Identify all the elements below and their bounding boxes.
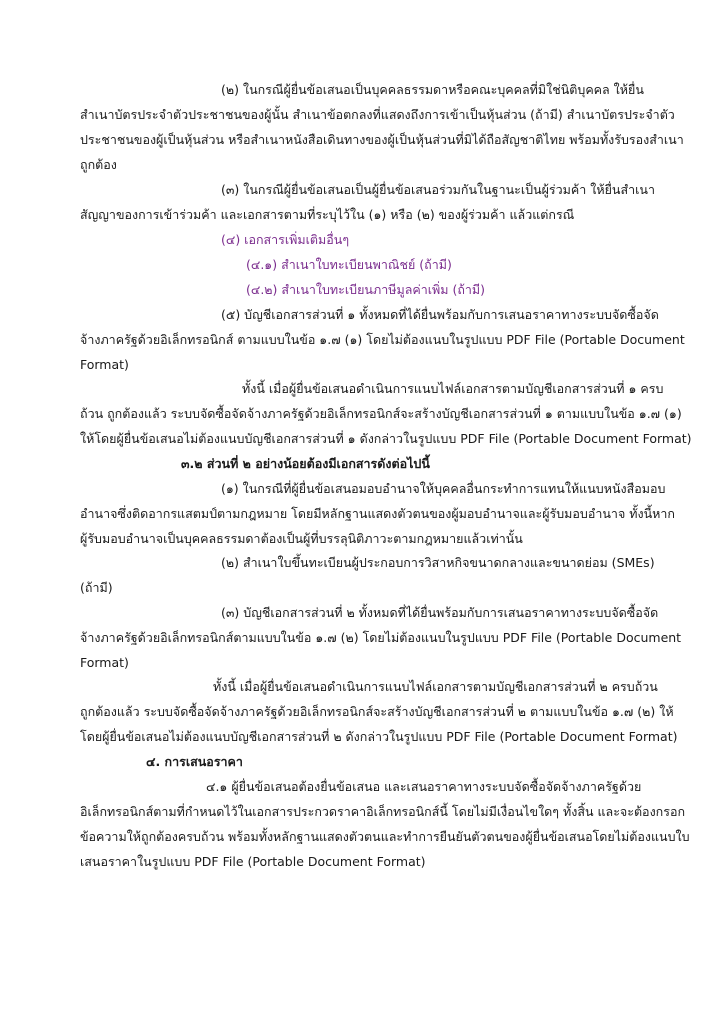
paragraph-line: อิเล็กทรอนิกส์ตามที่กำหนดไว้ในเอกสารประกวดราคาอิเล็กทรอนิกส์นี้ โดยไม่มีเงื่อนไขใดๆ ทั้งสิ้น และจะต้องกรอก — [80, 804, 686, 819]
paragraph-line: ทั้งนี้ เมื่อผู้ยื่นข้อเสนอดำเนินการแนบไฟล์เอกสารตามบัญชีเอกสารส่วนที่ ๒ ครบถ้วน — [213, 679, 658, 694]
paragraph-line: (ถ้ามี) — [80, 580, 113, 595]
paragraph-line: ให้โดยผู้ยื่นข้อเสนอไม่ต้องแนบบัญชีเอกสารส่วนที่ ๑ ดังกล่าวในรูปแบบ PDF File (Portable Document Format) — [80, 431, 692, 446]
paragraph-line: ๔.๑ ผู้ยื่นข้อเสนอต้องยื่นข้อเสนอ และเสนอราคาทางระบบจัดซื้อจัดจ้างภาครัฐด้วย — [206, 779, 642, 794]
paragraph-line: ถ้วน ถูกต้องแล้ว ระบบจัดซื้อจัดจ้างภาครัฐด้วยอิเล็กทรอนิกส์จะสร้างบัญชีเอกสารส่วนที่ ๑ ตามแบบในข้อ ๑.๗ (๑) — [80, 406, 682, 421]
paragraph-line: (๕) บัญชีเอกสารส่วนที่ ๑ ทั้งหมดที่ได้ยื่นพร้อมกับการเสนอราคาทางระบบจัดซื้อจัด — [221, 307, 659, 322]
paragraph-line: จ้างภาครัฐด้วยอิเล็กทรอนิกส์ตามแบบในข้อ ๑.๗ (๒) โดยไม่ต้องแนบในรูปแบบ PDF File (Portable Document — [80, 630, 682, 645]
section-heading: ๔. การเสนอราคา — [146, 754, 243, 769]
paragraph-line: ถูกต้องแล้ว ระบบจัดซื้อจัดจ้างภาครัฐด้วยอิเล็กทรอนิกส์จะสร้างบัญชีเอกสารส่วนที่ ๒ ตามแบบในข้อ ๑.๗ (๒) ให้ — [80, 704, 674, 719]
section-heading: ๓.๒ ส่วนที่ ๒ อย่างน้อยต้องมีเอกสารดังต่อไปนี้ — [181, 456, 430, 471]
list-item-heading: (๔) เอกสารเพิ่มเติมอื่นๆ — [221, 232, 350, 247]
paragraph-line: (๒) สำเนาใบขึ้นทะเบียนผู้ประกอบการวิสาหกิจขนาดกลางและขนาดย่อม (SMEs) — [221, 555, 655, 570]
paragraph-line: (๒) ในกรณีผู้ยื่นข้อเสนอเป็นบุคคลธรรมดาหรือคณะบุคคลที่มิใช่นิติบุคคล ให้ยื่น — [221, 82, 644, 97]
paragraph-line: เสนอราคาในรูปแบบ PDF File (Portable Document Format) — [80, 854, 426, 869]
paragraph-line: ถูกต้อง — [80, 157, 117, 172]
paragraph-line: อำนาจซึ่งติดอากรแสตมป์ตามกฎหมาย โดยมีหลักฐานแสดงตัวตนของผู้มอบอำนาจและผู้รับมอบอำนาจ ทั้งนี้หาก — [80, 506, 675, 521]
paragraph-line: ข้อความให้ถูกต้องครบถ้วน พร้อมทั้งหลักฐานแสดงตัวตนและทำการยืนยันตัวตนของผู้ยื่นข้อเสนอโดยไม่ต้องแนบใบ — [80, 829, 690, 844]
list-subitem: (๔.๒) สำเนาใบทะเบียนภาษีมูลค่าเพิ่ม (ถ้ามี) — [246, 282, 486, 297]
paragraph-line: โดยผู้ยื่นข้อเสนอไม่ต้องแนบบัญชีเอกสารส่วนที่ ๒ ดังกล่าวในรูปแบบ PDF File (Portable Document Format) — [80, 729, 678, 744]
paragraph-line: (๓) ในกรณีผู้ยื่นข้อเสนอเป็นผู้ยื่นข้อเสนอร่วมกันในฐานะเป็นผู้ร่วมค้า ให้ยื่นสำเนา — [221, 182, 655, 197]
paragraph-line: สำเนาบัตรประจำตัวประชาชนของผู้นั้น สำเนาข้อตกลงที่แสดงถึงการเข้าเป็นหุ้นส่วน (ถ้ามี) สำเนาบัตรประจำตัว — [80, 107, 675, 122]
paragraph-line: ทั้งนี้ เมื่อผู้ยื่นข้อเสนอดำเนินการแนบไฟล์เอกสารตามบัญชีเอกสารส่วนที่ ๑ ครบ — [242, 381, 664, 396]
paragraph-line: สัญญาของการเข้าร่วมค้า และเอกสารตามที่ระบุไว้ใน (๑) หรือ (๒) ของผู้ร่วมค้า แล้วแต่กรณี — [80, 207, 575, 222]
paragraph-line: ผู้รับมอบอำนาจเป็นบุคคลธรรมดาต้องเป็นผู้ที่บรรลุนิติภาวะตามกฎหมายแล้วเท่านั้น — [80, 531, 523, 546]
paragraph-line: Format) — [80, 357, 129, 372]
paragraph-line: (๑) ในกรณีที่ผู้ยื่นข้อเสนอมอบอำนาจให้บุคคลอื่นกระทำการแทนให้แนบหนังสือมอบ — [221, 481, 666, 496]
paragraph-line: ประชาชนของผู้เป็นหุ้นส่วน หรือสำเนาหนังสือเดินทางของผู้เป็นหุ้นส่วนที่มิได้ถือสัญชาติไทย พร้อมทั้งรับรองสำเนา — [80, 132, 684, 147]
paragraph-line: (๓) บัญชีเอกสารส่วนที่ ๒ ทั้งหมดที่ได้ยื่นพร้อมกับการเสนอราคาทางระบบจัดซื้อจัด — [221, 605, 659, 620]
list-subitem: (๔.๑) สำเนาใบทะเบียนพาณิชย์ (ถ้ามี) — [246, 257, 452, 272]
paragraph-line: จ้างภาครัฐด้วยอิเล็กทรอนิกส์ ตามแบบในข้อ ๑.๗ (๑) โดยไม่ต้องแนบในรูปแบบ PDF File (Portable Document — [80, 332, 685, 347]
paragraph-line: Format) — [80, 655, 129, 670]
